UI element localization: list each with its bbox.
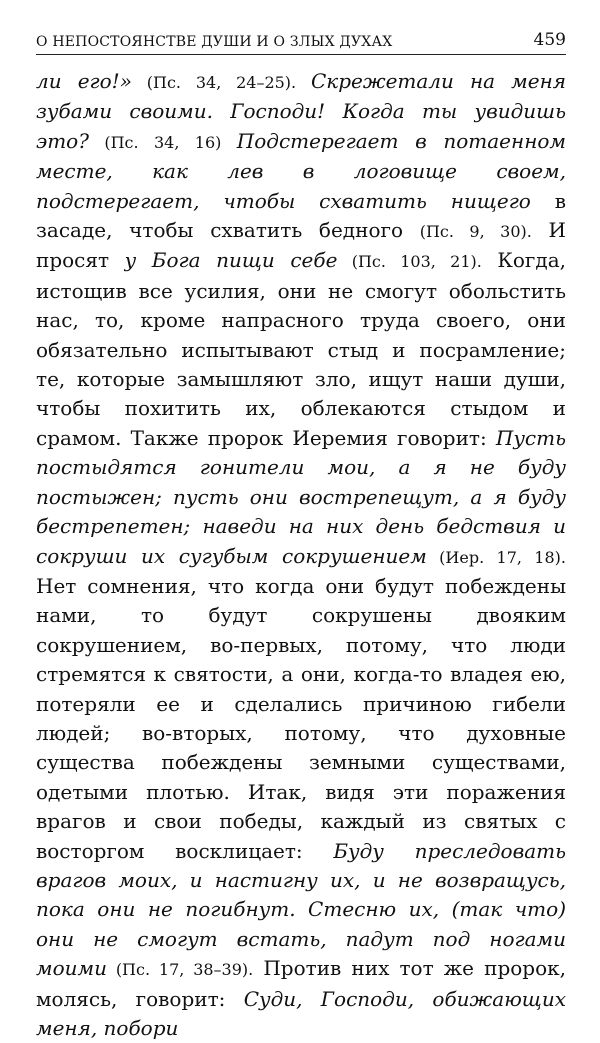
body-paragraph: [36, 67, 566, 1043]
running-title: О НЕПОСТОЯНСТВЕ ДУШИ И О ЗЛЫХ ДУХАХ: [36, 34, 393, 50]
plain-text: И просят: [36, 218, 566, 273]
scripture-reference: (Пс. 9, 30).: [419, 222, 532, 242]
quote-text: Суди, Господи, обижающих меня, побори: [36, 986, 566, 1040]
quote-text: Скрежетали на меня зубами своими. Господи! Когда ты увидишь это?: [36, 69, 567, 153]
plain-text: Против них тот же пророк, молясь, говорит:: [36, 956, 566, 1011]
book-page: [36, 30, 566, 1043]
quote-text: у Бога пищи себе: [124, 248, 338, 273]
plain-text: Когда, истощив все усилия, они не смогут обольстить нас, то, кроме напрасного труда своего, они обязательно испытывают стыд и посрамление; те, которые замышляют зло, ищут наши души, чтобы похитить их, облекаются стыдом и срамом. Также пророк Иеремия говорит:: [36, 248, 566, 450]
scripture-reference: (Пс. 103, 21).: [337, 252, 482, 272]
quote-text: Пусть постыдятся гонители мои, а я не буду постыжен; пусть они вострепещут, а я буду бестрепетен; наведи на них день бедствия и сокруши их сугубым сокрушением: [36, 425, 566, 568]
quote-text: Подстерегает в потаенном месте, как лев в логовище своем, подстерегает, чтобы схватить нищего: [36, 128, 566, 213]
scripture-reference: (Иер. 17, 18).: [426, 547, 566, 567]
plain-text: в засаде, чтобы схватить бедного: [36, 188, 566, 243]
scripture-reference: (Пс. 17, 38–39).: [106, 960, 254, 980]
page-number: 459: [533, 30, 566, 50]
quote-text: Буду преследовать врагов моих, и настигну их, и не возвращусь, пока они не погибнут. Стесню их, (так что) они не смогут встать, падут под ногами моими: [36, 838, 566, 981]
running-header: [36, 30, 566, 55]
quote-text: ли его!»: [36, 69, 132, 93]
plain-text: Нет сомнения, что когда они будут побеждены нами, то будут сокрушены двояким сокрушением, во-первых, потому, что люди стремятся к святости, а они, когда-то владея ею, потеряли ее и сделались причиною гибели людей; во-вторых, потому, что духовные существа побеждены земными существами, одетыми плотью. Итак, видя эти поражения врагов и свои победы, каждый из святых с восторгом восклицает:: [36, 573, 566, 863]
scripture-reference: (Пс. 34, 16): [88, 132, 237, 152]
scripture-reference: (Пс. 34, 24–25).: [131, 73, 311, 92]
